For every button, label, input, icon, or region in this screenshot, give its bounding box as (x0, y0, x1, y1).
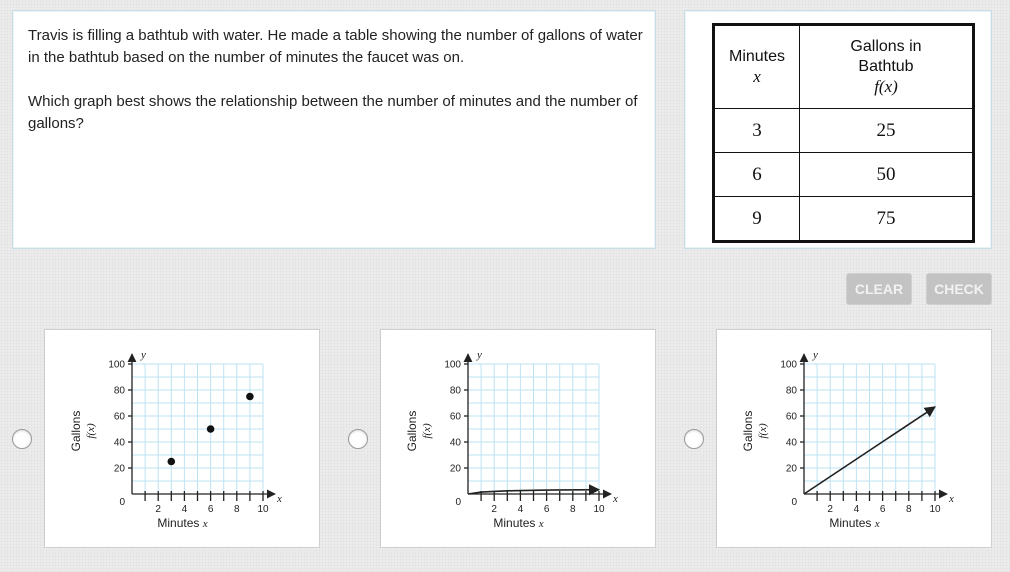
y-axis-title-text: Gallons (405, 410, 419, 452)
x-tick-label: 8 (234, 504, 240, 515)
x-tick-label: 4 (517, 504, 524, 515)
x-axis-title-variable: x (202, 518, 208, 530)
table-cell-minutes: 9 (714, 197, 800, 242)
table-cell-gallons: 50 (800, 153, 974, 197)
y-tick-label: 100 (444, 359, 461, 371)
x-axis-variable: x (949, 493, 954, 505)
chart-grid (132, 364, 263, 494)
x-axis-title (829, 516, 879, 530)
answer-choice-1[interactable] (44, 329, 320, 548)
x-tick-label: 2 (827, 504, 833, 515)
table-cell-minutes: 3 (714, 109, 800, 153)
x-tick-label: 6 (543, 504, 550, 515)
y-axis-title (69, 411, 97, 452)
header-variable: x (753, 67, 761, 86)
x-axis-title-text: Minutes (829, 516, 875, 530)
origin-label: 0 (791, 497, 797, 508)
y-axis-variable: y (477, 349, 482, 361)
origin-label: 0 (119, 497, 125, 508)
table-cell-minutes: 6 (714, 153, 800, 197)
y-axis-variable: y (141, 349, 146, 361)
table-row (714, 197, 974, 242)
data-point (246, 393, 254, 401)
data-point (168, 458, 176, 466)
answer-radio-1[interactable] (12, 429, 32, 449)
chart-grid (804, 364, 935, 494)
y-tick-label: 20 (785, 463, 797, 475)
y-axis-variable: y (813, 349, 818, 361)
x-axis-title (157, 516, 207, 530)
table-cell-gallons: 25 (800, 109, 974, 153)
graph-flat-line (381, 330, 655, 547)
table-row (714, 153, 974, 197)
x-tick-label: 2 (491, 504, 497, 515)
x-tick-label: 4 (181, 504, 188, 515)
table-cell-gallons: 75 (800, 197, 974, 242)
y-axis-title-text: Gallons (69, 410, 83, 452)
chart-grid (468, 364, 599, 494)
y-axis-title-variable: f(x) (757, 423, 769, 439)
answer-choice-2[interactable] (380, 329, 656, 548)
y-tick-label: 40 (449, 437, 461, 449)
x-tick-label: 8 (906, 504, 912, 515)
graph-scatter (45, 330, 319, 547)
data-table (712, 23, 975, 243)
y-tick-label: 80 (785, 385, 797, 397)
y-axis-title (741, 411, 769, 452)
x-tick-label: 10 (593, 504, 605, 515)
origin-label: 0 (455, 497, 461, 508)
x-axis-variable: x (613, 493, 618, 505)
x-tick-label: 10 (929, 504, 941, 515)
x-tick-label: 6 (207, 504, 214, 515)
y-axis-title-variable: f(x) (85, 423, 97, 439)
y-tick-label: 40 (785, 437, 797, 449)
x-tick-label: 10 (257, 504, 269, 515)
clear-button[interactable]: CLEAR (846, 273, 912, 305)
table-row (714, 109, 974, 153)
y-tick-label: 40 (113, 437, 125, 449)
data-point (207, 425, 215, 433)
question-paragraph: Travis is filling a bathtub with water. He made a table showing the number of gallons of water in the bathtub based on the number of minutes the faucet was on. (28, 27, 643, 66)
x-axis-title-variable: x (874, 518, 880, 530)
question-prompt: Which graph best shows the relationship between the number of minutes and the number of gallons? (28, 93, 638, 132)
answer-radio-3[interactable] (684, 429, 704, 449)
x-axis-title-variable: x (538, 518, 544, 530)
answer-radio-2[interactable] (348, 429, 368, 449)
y-tick-label: 20 (113, 463, 125, 475)
y-tick-label: 60 (113, 411, 125, 423)
answer-choice-3[interactable] (716, 329, 992, 548)
y-tick-label: 100 (108, 359, 125, 371)
header-label: Minutes (728, 48, 786, 65)
header-variable: f(x) (874, 77, 898, 96)
header-label: Bathtub (858, 58, 914, 75)
x-tick-label: 2 (155, 504, 161, 515)
y-axis-title-text: Gallons (741, 410, 755, 452)
check-button[interactable]: CHECK (926, 273, 992, 305)
table-header-gallons (800, 25, 974, 109)
graph-proportional-line (717, 330, 991, 547)
y-tick-label: 100 (780, 359, 797, 371)
table-panel (684, 10, 992, 249)
x-axis-title (493, 516, 543, 530)
y-tick-label: 60 (449, 411, 461, 423)
y-tick-label: 20 (449, 463, 461, 475)
x-tick-label: 4 (853, 504, 860, 515)
header-label: Gallons in (850, 38, 922, 55)
x-tick-label: 8 (570, 504, 576, 515)
y-axis-title-variable: f(x) (421, 423, 433, 439)
y-tick-label: 80 (113, 385, 125, 397)
x-axis-title-text: Minutes (157, 516, 203, 530)
y-tick-label: 80 (449, 385, 461, 397)
y-tick-label: 60 (785, 411, 797, 423)
table-header-minutes (714, 25, 800, 109)
x-axis-variable: x (277, 493, 282, 505)
question-text (28, 25, 648, 157)
x-axis-title-text: Minutes (493, 516, 539, 530)
question-panel (12, 10, 656, 249)
y-axis-title (405, 411, 433, 452)
x-tick-label: 6 (879, 504, 886, 515)
